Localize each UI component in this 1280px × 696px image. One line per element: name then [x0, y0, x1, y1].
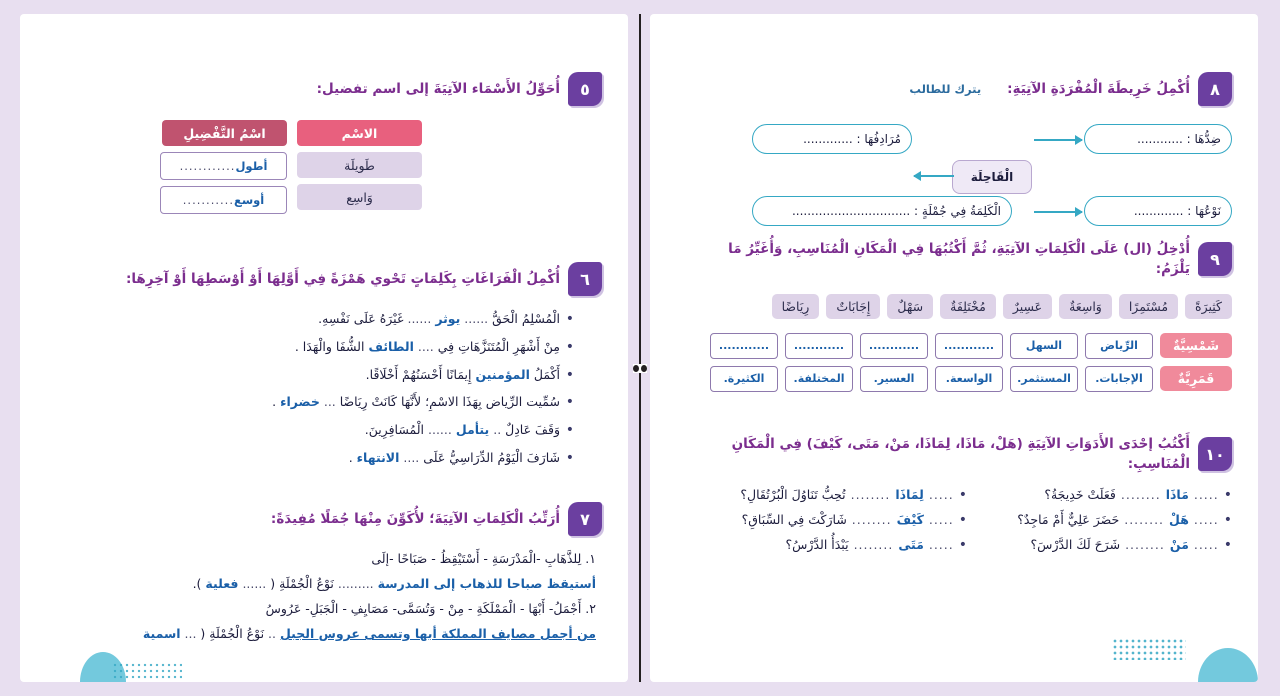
item-answer-4[interactable]: خضراء — [280, 394, 320, 410]
qamariyya-row — [702, 366, 1232, 392]
list-item — [77, 310, 574, 329]
arrow-icon-top-right — [1034, 139, 1082, 141]
blank-dots: .. — [493, 422, 502, 437]
item-after-1: غَيْرَهُ عَلَى نَفْسِهِ. — [318, 311, 404, 326]
item-before-2: مِنْ أَشْهَرِ الْمُتَنَزَّهَاتِ فِي — [437, 338, 560, 354]
decorative-corner-right — [1198, 648, 1258, 682]
question-7-1-type-answer[interactable]: فعلية — [205, 576, 239, 591]
word-bank — [702, 294, 1232, 319]
answer-dots-2: ........... — [182, 193, 234, 207]
question-7-2-scrambled: ٢. أَجْمَلُ- أَبْهَا - الْمَمْلَكَةِ - مِنْ - وَتُسَمَّى- مَصَايِفِ - الْجَبَلِ- عَرُوسُ — [265, 601, 596, 616]
table-answer-field-1[interactable] — [160, 152, 287, 180]
blank-dots: • ..... — [928, 537, 954, 552]
answer-text-1: أطول — [235, 159, 268, 173]
blank-dots: • ..... — [1193, 512, 1219, 527]
exercise-5-number: ٥ — [568, 72, 602, 106]
blank-dots: • ..... — [928, 487, 954, 502]
item-after-3: إِيمَانًا أَحْسَنُهُمْ أَخْلَاقًا. — [365, 366, 472, 382]
word-chip[interactable]: إِجَابَاتٌ — [826, 294, 880, 319]
blank-dots: ... — [184, 626, 197, 641]
map-node-sentence[interactable]: الْكَلِمَةُ فِي جُمْلَةٍ : ............................... — [752, 196, 1012, 226]
question-7-1-type-label: نَوْعُ الْجُمْلَةِ ( — [270, 576, 334, 591]
q10-answer[interactable]: مَتَى — [898, 537, 924, 552]
q10-answer[interactable]: مَنْ — [1169, 537, 1189, 552]
exercise-7-number: ٧ — [568, 502, 602, 536]
blank-dots: ........ — [851, 512, 892, 527]
qamariyya-answer[interactable]: العسير. — [860, 366, 928, 392]
qamariyya-answer[interactable]: المختلفة. — [785, 366, 853, 392]
blank-dots: ...... — [242, 576, 267, 591]
q10-answer[interactable]: مَاذَا — [1165, 487, 1189, 502]
qamariyya-answer[interactable]: المستثمر. — [1010, 366, 1078, 392]
shamsiyya-answer[interactable]: ............ — [860, 333, 928, 359]
question-7-1-answer-line — [77, 571, 596, 596]
shamsiyya-answer[interactable]: الرِّياض — [1085, 333, 1153, 359]
map-node-synonym[interactable]: مُرَادِفُهَا : ............. — [752, 124, 912, 154]
blank-dots: • ..... — [1193, 487, 1219, 502]
word-chip[interactable]: مُخْتَلِفَةٌ — [940, 294, 996, 319]
arrow-icon-bottom-right — [1034, 211, 1082, 213]
blank-dots: ...... — [464, 311, 489, 326]
item-answer-6[interactable]: الانتهاء — [356, 449, 400, 465]
exercise-8 — [702, 72, 1232, 233]
right-page — [650, 14, 1258, 682]
table-cell-name-2: وَاسِع — [297, 184, 422, 210]
q10-text: شَارَكْتَ فِي السِّبَاقِ؟ — [741, 512, 847, 527]
qamariyya-answer[interactable]: الواسعة. — [935, 366, 1003, 392]
q10-text: تُحِبُّ تَنَاوُلَ الْبُرْتُقَالِ؟ — [740, 487, 846, 502]
exercise-9 — [702, 239, 1232, 392]
exercise-8-number: ٨ — [1198, 72, 1232, 106]
map-center-word: الْقَاحِلَة — [952, 160, 1032, 194]
question-item — [702, 537, 967, 553]
exercise-6-number: ٦ — [568, 262, 602, 296]
shamsiyya-answer[interactable]: ............ — [710, 333, 778, 359]
blank-dots: ........ — [853, 537, 894, 552]
table-cell-name-1: طَويلَة — [297, 152, 422, 178]
exercise-8-title: أُكْمِلُ خَرِيطَةَ الْمُفْرَدَةِ الآتِيَةِ: — [1007, 80, 1190, 97]
table-header-name: الاسْم — [297, 120, 422, 146]
exercise-6 — [77, 262, 602, 477]
word-chip[interactable]: عَسِيرٌ — [1003, 294, 1052, 319]
q10-answer[interactable]: كَيْفَ — [896, 512, 924, 527]
question-row — [702, 537, 1232, 553]
book-spine — [639, 14, 641, 682]
exercise-6-list — [77, 310, 574, 468]
item-answer-3[interactable]: المؤمنين — [475, 366, 530, 382]
blank-dots: .. — [268, 626, 276, 641]
blank-dots: .... — [417, 338, 434, 354]
qamariyya-answer[interactable]: الإجابات. — [1085, 366, 1153, 392]
question-7-2-answer[interactable]: من أجمل مصايف المملكة أبها وتسمى عروس الجبل — [279, 626, 596, 641]
exercise-10 — [702, 434, 1232, 562]
exercise-9-title: أُدْخِلُ (ال) عَلَى الْكَلِمَاتِ الآتِيَةِ، ثُمَّ أَكْتُبُهَا فِي الْمَكَانِ الْمُنَاسِبِ، وَأُغَيِّرُ مَا يَلْزَمُ: — [728, 241, 1190, 278]
shamsiyya-answer[interactable]: ............ — [785, 333, 853, 359]
exercise-10-title: أَكْتُبُ إحْدَى الأَدَوَاتِ الآتِيَةِ (هَلْ، مَاذَا، لِمَاذَا، مَنْ، مَتَى، كَيْفَ) فِي الْمَكَانِ الْمُنَاسِبِ: — [731, 436, 1190, 473]
map-node-type[interactable]: نَوْعُهَا : ............. — [1084, 196, 1232, 226]
q10-text: يَبْدَأُ الدَّرْسُ؟ — [785, 537, 849, 552]
word-chip[interactable]: سَهْلٌ — [887, 294, 933, 319]
question-7-2-type-answer[interactable]: اسمية — [142, 626, 181, 641]
row-label-shamsiyya: شَمْسِيَّةٌ — [1160, 333, 1232, 358]
question-row — [702, 487, 1232, 503]
list-item — [77, 393, 574, 412]
spine-binding-dots — [633, 364, 647, 373]
blank-dots: ........ — [1125, 537, 1165, 552]
exercise-9-number: ٩ — [1198, 242, 1232, 276]
item-answer-5[interactable]: يتأمل — [455, 422, 490, 437]
word-chip[interactable]: وَاسِعَةٌ — [1059, 294, 1112, 319]
exercise-5-title: أُحَوِّلُ الأَسْمَاء الآتِيَةَ إلى اسم تفضيل: — [316, 80, 560, 97]
word-chip[interactable]: كَثِيرَةً — [1185, 294, 1232, 319]
table-column-name — [297, 120, 422, 214]
dot-pattern-right — [1112, 638, 1186, 660]
blank-dots: ........ — [850, 487, 891, 502]
question-item — [702, 512, 967, 528]
table-answer-field-2[interactable] — [160, 186, 287, 214]
table-header-answer: اسْمُ التَّفْضِيلِ — [162, 120, 287, 146]
left-page — [20, 14, 628, 682]
question-7-1-answer[interactable]: أستيقظ صباحا للذهاب إلى المدرسة — [377, 576, 596, 591]
item-after-2: الشُّفَا والْهَدَا . — [294, 338, 365, 354]
word-map — [732, 118, 1232, 233]
blank-dots: ........ — [1124, 512, 1165, 527]
shamsiyya-row — [702, 333, 1232, 359]
item-before-3: أَكْمَلُ — [533, 366, 560, 382]
arrow-icon-left — [914, 175, 954, 177]
blank-dots: ......... — [337, 576, 374, 591]
map-node-opposite[interactable]: ضِدُّهَا : ............ — [1084, 124, 1232, 154]
item-after-4: . — [272, 394, 277, 410]
row-label-qamariyya: قَمَرِيَّةٌ — [1160, 366, 1232, 391]
item-after-5: الْمُسَافِرِينَ. — [364, 422, 425, 437]
blank-dots: • ..... — [1193, 537, 1219, 552]
q10-answer[interactable]: لِمَاذَا — [895, 487, 924, 502]
shamsiyya-answer[interactable]: ............ — [935, 333, 1003, 359]
word-chip[interactable]: مُسْتَمِرًا — [1119, 294, 1178, 319]
blank-dots: • ..... — [928, 512, 954, 527]
question-item — [967, 537, 1232, 553]
item-before-6: شَارَفَ الْيَوْمُ الدِّرَاسِيُّ عَلَى — [423, 449, 560, 465]
answer-text-2: أوسع — [233, 193, 265, 207]
question-item — [967, 512, 1232, 528]
exercise-8-hint: يترك للطالب — [909, 82, 982, 96]
answer-dots-1: ............ — [179, 159, 236, 173]
exercise-7-title: أُرَتِّبُ الْكَلِمَاتِ الآتِيَةَ؛ لأُكَوِّنَ مِنْهَا جُمَلًا مُفِيدَةً: — [270, 510, 560, 527]
item-before-4: سُمِّيت الرِّياض بِهَذَا الاسْمِ؛ لأَنَّهَا كَانَتْ رِيَاضًا — [339, 394, 560, 410]
list-item — [77, 338, 574, 357]
word-chip[interactable]: رِيَاضًا — [772, 294, 820, 319]
question-7-1-type-close: ). — [192, 576, 202, 591]
list-item — [77, 449, 574, 468]
shamsiyya-answer[interactable]: السهل — [1010, 333, 1078, 359]
exercise-6-title: أُكْمِلُ الْفَرَاغَاتِ بِكَلِمَاتٍ تَحْوي هَمْزَةً فِي أَوَّلِهَا أَوْ أَوْسَطِهَا أَوْ آخِرِهَا: — [125, 270, 560, 287]
list-item — [77, 366, 574, 385]
q10-text: حَضَرَ عَلِيٌّ أَمْ مَاجِدٌ؟ — [1017, 512, 1120, 527]
q10-answer[interactable]: هَلْ — [1169, 512, 1189, 527]
dot-pattern-left — [112, 662, 182, 680]
item-before-1: الْمُسْلِمُ الْحَقُّ — [492, 311, 560, 326]
exercise-7 — [77, 502, 602, 646]
question-7-1-scrambled: ١. لِلذَّهَابِ -الْمَدْرَسَةِ - أَسْتَيْقِظُ - صَبَاحًا -إلَى — [371, 551, 596, 566]
q10-text: فَعَلَتْ خَدِيجَةُ؟ — [1044, 487, 1116, 502]
qamariyya-answer[interactable]: الكثيرة. — [710, 366, 778, 392]
question-7-2-type-label: نَوْعُ الْجُمْلَةِ ( — [200, 626, 265, 641]
exercise-5 — [82, 72, 602, 214]
blank-dots: ...... — [428, 422, 452, 437]
item-answer-2[interactable]: الطائف — [368, 338, 414, 354]
question-row — [702, 512, 1232, 528]
question-item — [702, 487, 967, 503]
item-before-5: وَقَفَ عَادِلٌ — [505, 422, 560, 437]
blank-dots: ...... — [407, 311, 432, 326]
list-item — [77, 421, 574, 440]
item-answer-1[interactable]: يوثر — [435, 311, 461, 326]
blank-dots: .... — [403, 449, 420, 465]
question-item — [967, 487, 1232, 503]
blank-dots: ... — [323, 394, 336, 410]
table-column-answer — [160, 120, 287, 214]
exercise-10-number: ١٠ — [1198, 437, 1232, 471]
question-7-2-answer-line — [77, 621, 596, 646]
item-after-6: . — [348, 449, 353, 465]
q10-text: شَرَحَ لَكَ الدَّرْسَ؟ — [1030, 537, 1121, 552]
blank-dots: ........ — [1120, 487, 1161, 502]
